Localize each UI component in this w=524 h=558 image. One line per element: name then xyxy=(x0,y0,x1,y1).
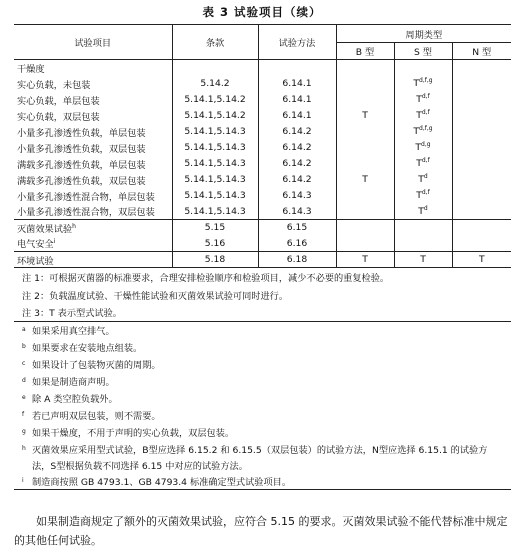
footnote xyxy=(14,356,511,373)
s-type-footnote: d,f,g xyxy=(419,77,433,84)
test-item: 实心负载，单层包装 xyxy=(17,95,100,107)
s-type: T xyxy=(418,174,424,185)
header-s: S 型 xyxy=(394,43,452,60)
clause: 5.18 xyxy=(172,252,258,268)
clause: 5.14.1,5.14.3 xyxy=(172,188,258,204)
s-type-cell xyxy=(394,108,452,124)
test-item: 满载多孔渗透性负载，单层包装 xyxy=(17,159,146,171)
table-row xyxy=(14,220,511,236)
footnote-text: 如果采用真空排气。 xyxy=(32,326,115,338)
clause: 5.14.1,5.14.3 xyxy=(172,124,258,140)
method: 6.14.2 xyxy=(258,172,336,188)
b-type xyxy=(336,92,394,108)
empty-cell xyxy=(452,60,511,76)
note-text: 注 2：负载温度试验、干燥性能试验和灭菌效果试验可同时进行。 xyxy=(22,290,289,302)
s-type: T xyxy=(418,205,424,217)
s-type-footnote: d,f,g xyxy=(419,125,433,132)
note-text: 注 3：T 表示型式试验。 xyxy=(14,304,511,322)
clause: 5.14.1,5.14.3 xyxy=(172,172,258,188)
test-item: 小量多孔渗透性负载，双层包装 xyxy=(17,143,146,155)
b-type: T xyxy=(336,252,394,268)
n-type xyxy=(452,236,511,252)
group-title: 干燥度 xyxy=(17,63,45,75)
s-type-footnote: d xyxy=(423,204,428,212)
test-item: 环境试验 xyxy=(14,252,172,268)
method: 6.14.1 xyxy=(258,76,336,92)
footnote-row xyxy=(14,356,511,373)
footnote-row xyxy=(14,373,511,390)
clause: 5.15 xyxy=(172,220,258,236)
n-type xyxy=(452,204,511,220)
table-row xyxy=(14,188,511,204)
footnote-text: 除 A 类空腔负载外。 xyxy=(32,394,118,405)
table-caption: 表 3 试验项目（续） xyxy=(202,5,322,19)
footnote xyxy=(14,339,511,356)
table-row xyxy=(14,140,511,156)
footnote-text: 灭菌效果应采用型式试验，B型应选择 6.15.2 和 6.15.5（双层包装）的试验方法，N型应选择 6.15.1 的试验方 xyxy=(32,445,488,456)
header-item: 试验项目 xyxy=(14,25,172,60)
test-item: 小量多孔渗透性混合物，单层包装 xyxy=(17,191,155,203)
test-items-table xyxy=(14,24,511,490)
table-row xyxy=(14,92,511,108)
footnote xyxy=(14,373,511,390)
footnote-row xyxy=(14,407,511,424)
header-b: B 型 xyxy=(336,43,394,60)
clause: 5.14.1,5.14.2 xyxy=(172,92,258,108)
footnote xyxy=(14,441,511,458)
footnote-row xyxy=(14,441,511,458)
s-type-cell xyxy=(394,172,452,188)
method: 6.14.1 xyxy=(258,108,336,124)
table-row xyxy=(14,172,511,188)
method: 6.18 xyxy=(258,252,336,268)
clause: 5.14.1,5.14.3 xyxy=(172,204,258,220)
method: 6.15 xyxy=(258,220,336,236)
item-footnote: i xyxy=(53,238,56,246)
b-type xyxy=(336,220,394,236)
s-type-footnote: d,f xyxy=(421,109,430,116)
test-item: 实心负载，双层包装 xyxy=(17,111,100,123)
method: 6.16 xyxy=(258,236,336,252)
method: 6.14.2 xyxy=(258,156,336,172)
table-row xyxy=(14,124,511,140)
clause: 5.14.1,5.14.3 xyxy=(172,156,258,172)
footnote xyxy=(14,322,511,339)
header-method: 试验方法 xyxy=(258,25,336,60)
footnote xyxy=(14,458,511,473)
footnote-row xyxy=(14,339,511,356)
footnote-text: 如果设计了包装物灭菌的周期。 xyxy=(32,360,161,371)
test-item: 灭菌效果试验 xyxy=(17,223,73,235)
footnote-row xyxy=(14,473,511,490)
item-footnote: h xyxy=(72,222,76,230)
n-type xyxy=(452,156,511,172)
s-type: T xyxy=(394,252,452,268)
header-period: 周期类型 xyxy=(336,25,511,43)
s-type-cell xyxy=(394,188,452,204)
n-type xyxy=(452,76,511,92)
empty-cell xyxy=(336,60,394,76)
note-row xyxy=(14,304,511,322)
s-type: T xyxy=(416,110,422,121)
empty-cell xyxy=(258,60,336,76)
clause: 5.14.1,5.14.2 xyxy=(172,108,258,124)
s-type-cell xyxy=(394,204,452,220)
table-row xyxy=(14,236,511,252)
b-type xyxy=(336,204,394,220)
test-item-cell xyxy=(14,220,172,236)
footnote xyxy=(14,390,511,407)
test-item: 电气安全 xyxy=(17,239,54,251)
test-item: 满载多孔渗透性负载，双层包装 xyxy=(17,175,146,187)
empty-cell xyxy=(172,60,258,76)
b-type: T xyxy=(336,108,394,124)
method: 6.14.3 xyxy=(258,188,336,204)
footnote-row xyxy=(14,390,511,407)
s-type-cell xyxy=(394,76,452,92)
table-row xyxy=(14,252,511,268)
footnote-mark: d xyxy=(22,377,26,384)
test-item: 实心负载，未包装 xyxy=(17,79,91,91)
n-type: T xyxy=(452,252,511,268)
closing-paragraph: 如果制造商规定了额外的灭菌效果试验，应符合 5.15 的要求。灭菌效果试验不能代替标准中规定的其他任何试验。 xyxy=(14,515,508,547)
footnote xyxy=(14,424,511,441)
footnote-mark: c xyxy=(22,360,26,367)
s-type xyxy=(394,220,452,236)
s-type: T xyxy=(413,78,420,89)
footnote-text: 如果是制造商声明。 xyxy=(32,377,115,388)
n-type xyxy=(452,188,511,204)
s-type: T xyxy=(416,94,422,105)
header-clause: 条款 xyxy=(172,25,258,60)
b-type: T xyxy=(336,172,394,188)
note-row xyxy=(14,268,511,286)
footnote-mark: h xyxy=(22,445,26,452)
test-item: 小量多孔渗透性混合物，双层包装 xyxy=(17,207,155,219)
footnote-mark: i xyxy=(22,476,24,484)
n-type xyxy=(452,140,511,156)
s-type xyxy=(394,236,452,252)
note-row xyxy=(14,286,511,304)
footnote-text: 制造商按照 GB 4793.1、GB 4793.4 标准确定型式试验项目。 xyxy=(32,476,292,488)
s-type-cell xyxy=(394,156,452,172)
footnote-mark: e xyxy=(22,394,26,401)
s-type-cell xyxy=(394,140,452,156)
footnote-mark: a xyxy=(22,326,26,334)
footnote-row xyxy=(14,458,511,473)
method: 6.14.2 xyxy=(258,124,336,140)
b-type xyxy=(336,124,394,140)
footnote-text: 法，S型根据负载不同选择 6.15 中对应的试验方法。 xyxy=(32,461,248,472)
test-item: 小量多孔渗透性负载，单层包装 xyxy=(17,127,146,139)
footnote-mark: b xyxy=(22,343,26,350)
s-type-footnote: d,f xyxy=(421,93,430,100)
n-type xyxy=(452,92,511,108)
footnote-mark: g xyxy=(22,428,26,435)
n-type xyxy=(452,124,511,140)
s-type: T xyxy=(416,190,422,201)
b-type xyxy=(336,156,394,172)
test-item-cell xyxy=(14,236,172,252)
n-type xyxy=(452,108,511,124)
table-row xyxy=(14,108,511,124)
b-type xyxy=(336,236,394,252)
n-type xyxy=(452,220,511,236)
footnote xyxy=(14,407,511,424)
s-type-footnote: d xyxy=(423,173,428,180)
footnote-mark: f xyxy=(22,411,25,418)
footnote-text: 若已声明双层包装，则不需要。 xyxy=(32,411,161,422)
s-type-cell xyxy=(394,124,452,140)
footnote-row xyxy=(14,424,511,441)
footnote xyxy=(14,473,511,490)
header-n: N 型 xyxy=(452,43,511,60)
clause: 5.16 xyxy=(172,236,258,252)
s-type-footnote: d,f xyxy=(421,189,430,196)
footnote-text: 如果干燥度，不用于声明的实心负载，双层包装。 xyxy=(32,428,235,439)
footnote-row xyxy=(14,322,511,339)
clause: 5.14.2 xyxy=(172,76,258,92)
footnote-text: 如果要求在安装地点组装。 xyxy=(32,343,143,354)
method: 6.14.2 xyxy=(258,140,336,156)
n-type xyxy=(452,172,511,188)
empty-cell xyxy=(394,60,452,76)
table-row xyxy=(14,156,511,172)
s-type-cell xyxy=(394,92,452,108)
s-type-footnote: d,f xyxy=(421,157,430,164)
s-type-footnote: d,g xyxy=(421,141,431,148)
table-row xyxy=(14,204,511,220)
method: 6.14.3 xyxy=(258,204,336,220)
method: 6.14.1 xyxy=(258,92,336,108)
b-type xyxy=(336,76,394,92)
table-row xyxy=(14,60,511,76)
table-row xyxy=(14,76,511,92)
s-type: T xyxy=(415,142,422,153)
clause: 5.14.1,5.14.3 xyxy=(172,140,258,156)
s-type: T xyxy=(416,158,422,169)
note-text: 注 1：可根据灭菌器的标准要求，合理安排检验顺序和检验项目，减少不必要的重复检验。 xyxy=(22,272,390,284)
b-type xyxy=(336,188,394,204)
b-type xyxy=(336,140,394,156)
s-type: T xyxy=(413,126,420,137)
